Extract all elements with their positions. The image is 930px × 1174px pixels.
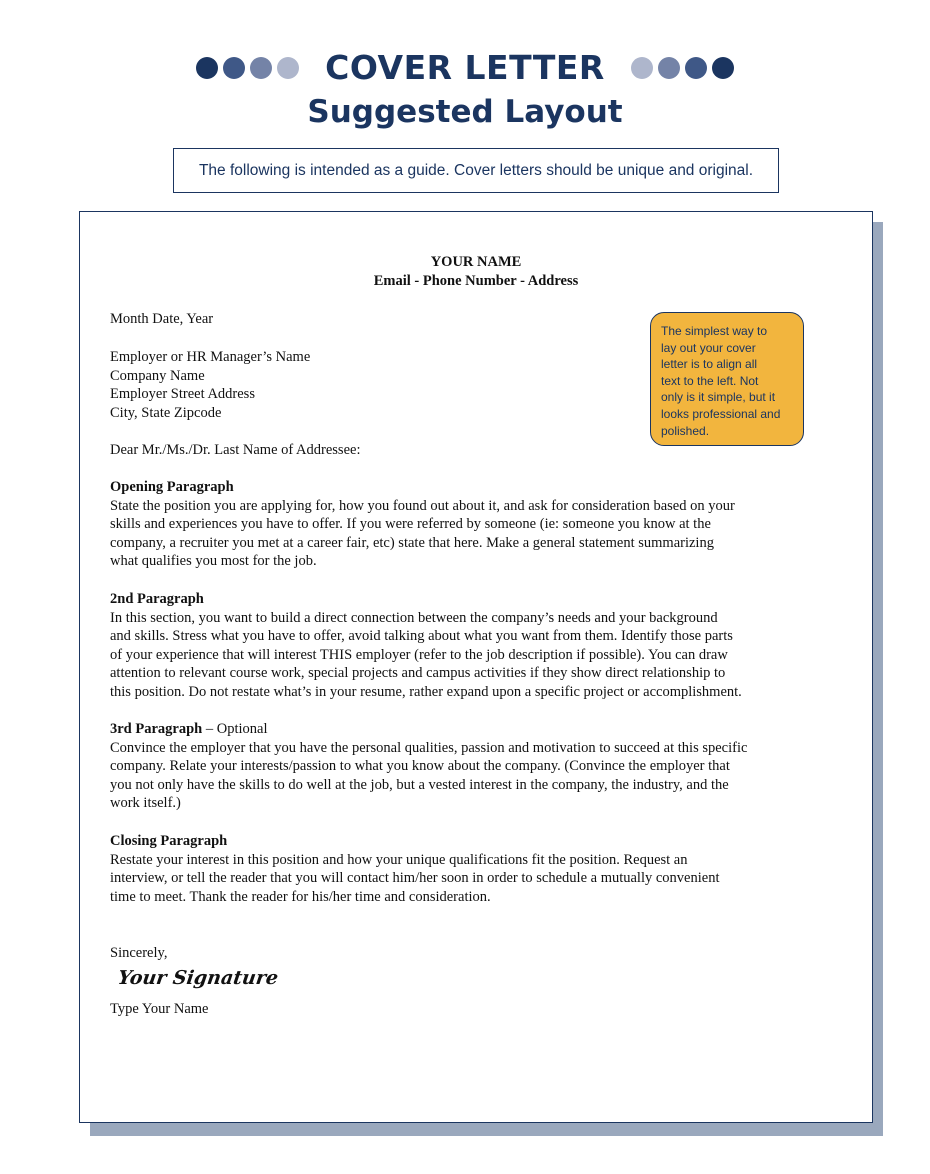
typed-name: Type Your Name [110,1001,209,1017]
address-line: Company Name [110,367,205,384]
letter-contact: Email - Phone Number - Address [373,273,579,289]
page-subtitle: Suggested Layout [307,94,623,130]
dot-icon [250,57,272,79]
paragraph-line: Restate your interest in this position and how your unique qualifications fit the position. Request an [110,851,688,868]
paragraph-line: State the position you are applying for, how you found out about it, and ask for consideration based on your [110,497,735,514]
page-title: COVER LETTER [325,48,605,87]
paragraph-heading: 2nd Paragraph [110,591,204,607]
dot-icon [223,57,245,79]
paragraph-heading: 3rd Paragraph [110,721,203,737]
paragraph-heading: Closing Paragraph [110,833,228,849]
callout-line: lay out your cover [661,340,756,355]
paragraph-line: company, a recruiter you met at a career fair, etc) state that here. Make a general statement summarizing [110,534,714,551]
dots-left-decoration [196,57,299,79]
paragraph-line: company. Relate your interests/passion to what you know about the company. (Convince the employer that [110,758,730,775]
dot-icon [631,57,653,79]
opening-paragraph [110,478,830,571]
paragraph-line: work itself.) [110,795,181,812]
signature-text: Your Signature [116,967,280,989]
callout-line: text to the left. Not [661,373,759,388]
letter-page [79,211,873,1123]
tip-callout [650,312,804,446]
callout-line: letter is to align all [661,357,758,372]
callout-line: The simplest way to [661,324,768,338]
address-line: City, State Zipcode [110,404,222,421]
letter-date: Month Date, Year [110,311,214,327]
paragraph-heading: Opening Paragraph [110,479,234,495]
dot-icon [658,57,680,79]
header-row [0,48,930,87]
paragraph-line: of your experience that will interest THIS employer (refer to the job description if possible). You can draw [110,646,728,663]
paragraph-line: time to meet. Thank the reader for his/her time and consideration. [110,888,491,905]
callout-line: looks professional and [661,406,781,421]
letter-name: YOUR NAME [430,254,522,270]
paragraph-line: skills and experiences you have to offer. If you were referred by someone (ie: someone you know at the [110,516,711,533]
dot-icon [196,57,218,79]
dots-right-decoration [631,57,734,79]
paragraph-line: you not only have the skills to do well at the job, but a vested interest in the company, the industry, and the [110,776,729,793]
address-line: Employer or HR Manager’s Name [110,349,311,365]
callout-line: only is it simple, but it [661,390,776,405]
address-line: Employer Street Address [110,386,255,403]
callout-line: polished. [661,423,710,438]
guide-note: The following is intended as a guide. Cover letters should be unique and original. [173,148,779,193]
letter-signoff: Sincerely, [110,945,168,961]
paragraph-line: interview, or tell the reader that you will contact him/her soon in order to schedule a mutually convenient [110,870,720,887]
second-paragraph [110,590,830,702]
paragraph-line: what qualifies you most for the job. [110,553,317,570]
paragraph-line: attention to relevant course work, special projects and campus activities if they show direct relationship to [110,665,726,682]
closing-paragraph [110,832,830,906]
paragraph-line: Convince the employer that you have the personal qualities, passion and motivation to succeed at this specific [110,739,748,756]
dot-icon [712,57,734,79]
paragraph-line: and skills. Stress what you have to offer, avoid talking about what you want from them. Identify those parts [110,628,733,645]
letter-salutation: Dear Mr./Ms./Dr. Last Name of Addressee: [110,442,361,458]
third-paragraph [110,720,830,813]
paragraph-heading-suffix: – Optional [202,721,268,737]
dot-icon [277,57,299,79]
paragraph-line: this position. Do not restate what’s in your resume, rather expand upon a specific project or accomplishment. [110,683,742,700]
paragraph-line: In this section, you want to build a direct connection between the company’s needs and your background [110,609,718,626]
paragraph-heading-row [110,720,830,739]
dot-icon [685,57,707,79]
